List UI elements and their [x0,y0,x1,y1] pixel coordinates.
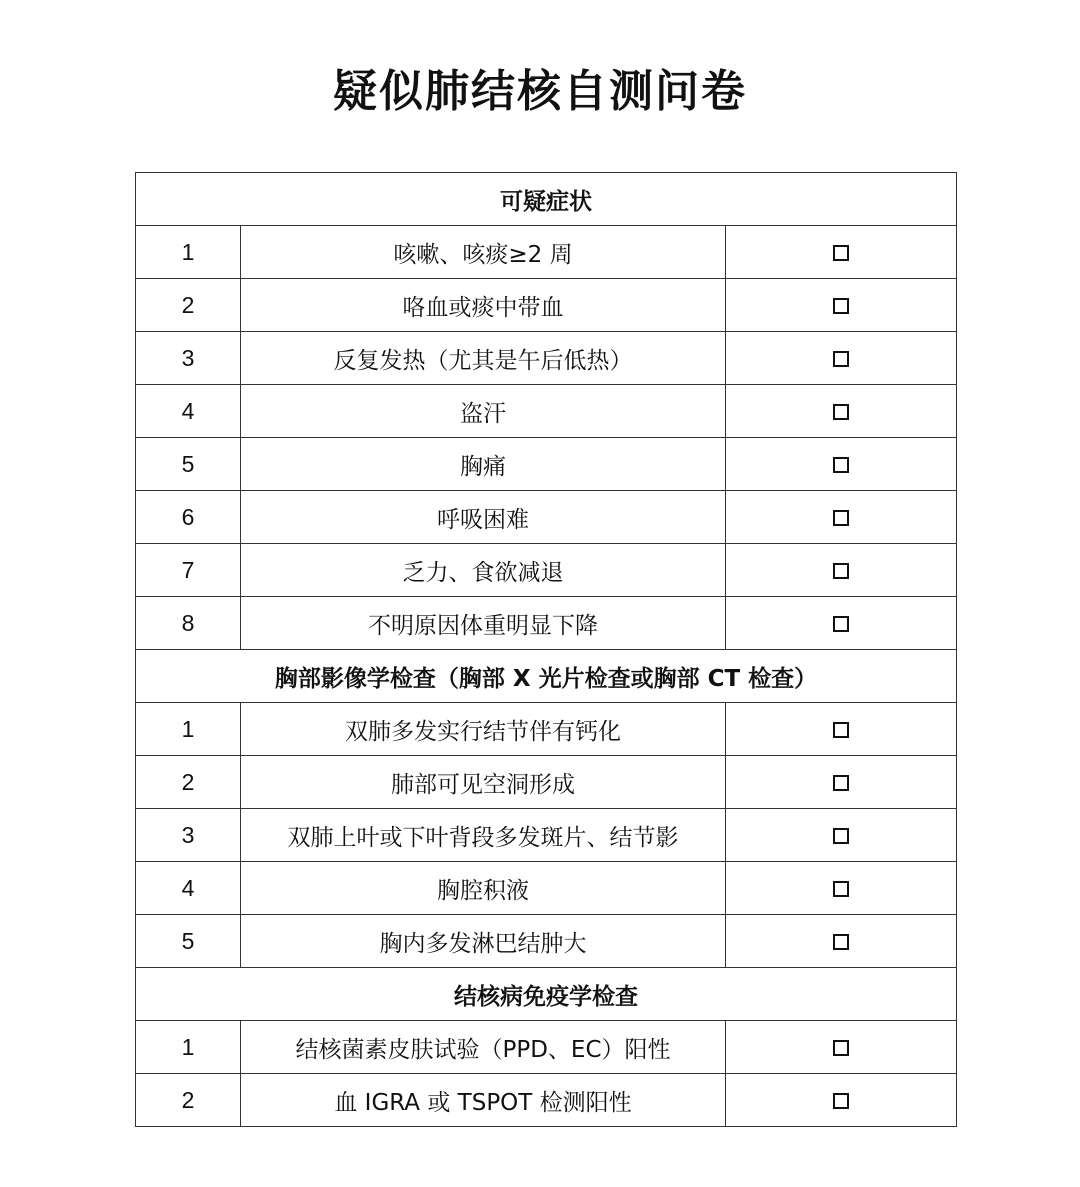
checkbox[interactable] [833,1093,849,1109]
item-text: 胸腔积液 [241,862,726,915]
checkbox-cell [726,491,957,544]
checkbox-cell [726,1021,957,1074]
checkbox[interactable] [833,722,849,738]
checkbox-cell [726,756,957,809]
table-row [136,915,957,968]
item-text: 不明原因体重明显下降 [241,597,726,650]
checkbox[interactable] [833,1040,849,1056]
table-row [136,279,957,332]
item-text: 咯血或痰中带血 [241,279,726,332]
item-text: 胸内多发淋巴结肿大 [241,915,726,968]
section-header-row [136,173,957,226]
item-number: 6 [136,491,241,544]
section-header: 结核病免疫学检查 [136,968,957,1021]
item-number: 4 [136,862,241,915]
section-header: 可疑症状 [136,173,957,226]
checkbox[interactable] [833,616,849,632]
questionnaire-table [135,172,957,1127]
table-row [136,597,957,650]
item-number: 2 [136,756,241,809]
item-number: 2 [136,279,241,332]
checkbox-cell [726,1074,957,1127]
checkbox[interactable] [833,457,849,473]
checkbox[interactable] [833,404,849,420]
item-text: 双肺多发实行结节伴有钙化 [241,703,726,756]
table-row [136,544,957,597]
section-header-row [136,650,957,703]
checkbox-cell [726,226,957,279]
checkbox-cell [726,544,957,597]
checkbox-cell [726,862,957,915]
checkbox-cell [726,385,957,438]
checkbox-cell [726,438,957,491]
checkbox-cell [726,332,957,385]
item-text: 呼吸困难 [241,491,726,544]
table-row [136,332,957,385]
checkbox[interactable] [833,828,849,844]
checkbox[interactable] [833,510,849,526]
table-row [136,385,957,438]
page-title: 疑似肺结核自测问卷 [333,66,747,117]
questionnaire-body [136,173,957,1127]
item-number: 8 [136,597,241,650]
item-number: 1 [136,1021,241,1074]
checkbox[interactable] [833,563,849,579]
checkbox[interactable] [833,934,849,950]
item-number: 7 [136,544,241,597]
item-text: 乏力、食欲减退 [241,544,726,597]
checkbox[interactable] [833,298,849,314]
item-number: 2 [136,1074,241,1127]
item-number: 1 [136,226,241,279]
item-text: 血 IGRA 或 TSPOT 检测阳性 [241,1074,726,1127]
table-row [136,438,957,491]
table-row [136,1021,957,1074]
item-text: 双肺上叶或下叶背段多发斑片、结节影 [241,809,726,862]
item-number: 5 [136,438,241,491]
checkbox[interactable] [833,775,849,791]
item-text: 胸痛 [241,438,726,491]
section-header: 胸部影像学检查（胸部 X 光片检查或胸部 CT 检查） [136,650,957,703]
table-row [136,756,957,809]
section-header-row [136,968,957,1021]
checkbox-cell [726,703,957,756]
table-row [136,1074,957,1127]
item-text: 结核菌素皮肤试验（PPD、EC）阳性 [241,1021,726,1074]
checkbox-cell [726,915,957,968]
item-number: 3 [136,809,241,862]
table-row [136,809,957,862]
item-number: 1 [136,703,241,756]
checkbox[interactable] [833,245,849,261]
checkbox-cell [726,809,957,862]
item-number: 5 [136,915,241,968]
item-text: 咳嗽、咳痰≥2 周 [241,226,726,279]
checkbox-cell [726,279,957,332]
item-number: 4 [136,385,241,438]
table-row [136,862,957,915]
table-row [136,226,957,279]
checkbox-cell [726,597,957,650]
item-text: 肺部可见空洞形成 [241,756,726,809]
checkbox[interactable] [833,351,849,367]
table-row [136,491,957,544]
item-number: 3 [136,332,241,385]
item-text: 盗汗 [241,385,726,438]
item-text: 反复发热（尤其是午后低热） [241,332,726,385]
table-row [136,703,957,756]
checkbox[interactable] [833,881,849,897]
